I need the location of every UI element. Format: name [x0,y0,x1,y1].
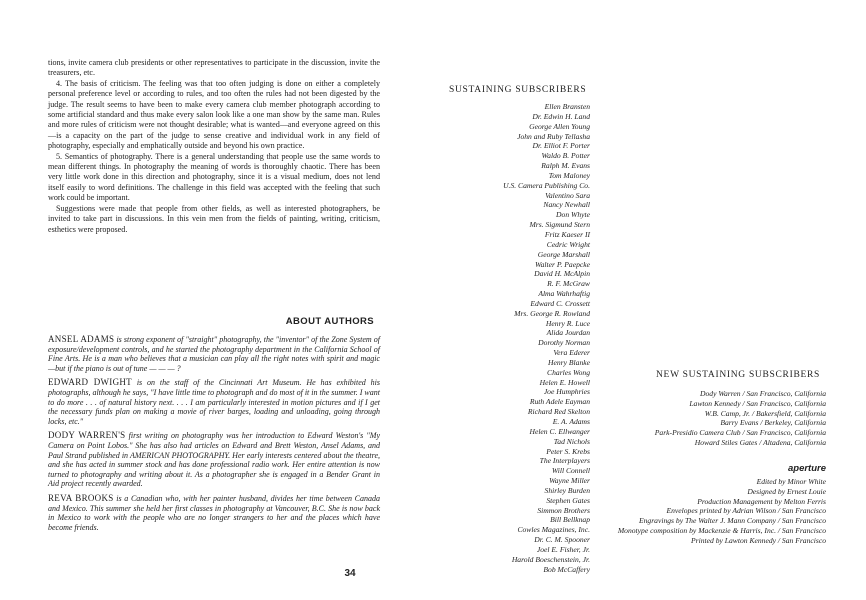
subscriber-name: Henry R. Luce [545,318,590,328]
author-bio: is strong exponent of "straight" photography, the "inventor" of the Zone System of exposure/development controls, and he started the photography department in the California School of Fine Arts. He is a man who believes that a musician can play all the right notes with spirit and magic—but if the piano is out of tune — — — ? [48,335,380,373]
subscriber-name: Bill Bellknap [550,515,590,525]
credit-line: Production Management by Melton Ferris [697,496,826,506]
new-subscriber-entry: Howard Stiles Gates / Altadena, California [694,437,826,447]
subscriber-name: Helen E. Howell [539,377,590,387]
subscriber-name: Simmon Brothers [537,505,590,515]
paragraph: tions, invite camera club presidents or other representatives to participate in the discussion, invite the treasurers, etc. [48,58,380,78]
new-subscriber-entry: Barry Evans / Berkeley, California [720,418,826,428]
subscriber-name: Fritz Kaeser II [544,229,590,239]
subscriber-name: Richard Red Skelton [527,407,590,417]
aperture-heading: aperture [787,463,826,474]
credit-line: Engravings by The Walter J. Mann Company / San Francisco [638,516,826,526]
subscriber-name: Dr. C. M. Spooner [534,535,590,545]
new-subscriber-entry: Dody Warren / San Francisco, California [700,389,826,398]
subscriber-name: Don Whyte [556,210,590,220]
credit-line: Printed by Lawton Kennedy / San Francisco [691,535,826,545]
subscriber-name: Walter P. Paepcke [534,259,590,269]
subscriber-name: Helen C. Ellwanger [529,426,590,436]
credit-line: Envelopes printed by Adrian Wilson / San Francisco [666,506,826,516]
subscriber-name: John and Ruby Tellasha [517,131,590,141]
sustaining-subscribers-list [503,102,590,575]
subscriber-name: Vera Ederer [553,348,590,358]
subscriber-name: Waldo B. Potter [541,151,590,161]
new-subscriber-entry: Lawton Kennedy / San Francisco, California [689,398,826,408]
subscriber-name: Cedric Wright [546,239,590,249]
subscriber-name: Peter S. Krebs [546,446,590,456]
subscriber-name: George Allen Young [529,121,590,131]
author-entry [48,335,380,373]
subscriber-name: E. A. Adams [552,417,590,426]
subscriber-name: R. F. McGraw [547,279,590,289]
subscriber-name: The Interplayers [539,456,590,466]
subscriber-name: Alma Wahrhaftig [538,289,590,299]
author-name: ANSEL ADAMS [48,334,115,344]
author-bio: first writing on photography was her introduction to Edward Weston's "My Camera on Point Lobos." She has also had articles on Edward and Brett Weston, Ansel Adams, and Paul Strand published in AMERICAN PHOTOGRAPHY. Her early interests centered about the theatre, and she has acted in summer stock and has done professional radio work. Her entire attention is now turned to photography and writing about it. As a photographer she is engaged in a Bender Grant in Aid project recently awarded. [48,431,381,489]
author-name: DODY WARREN'S [48,430,126,441]
left-page-body [48,58,380,235]
subscriber-name: Shirley Burden [544,485,590,495]
paragraph: 5. Semantics of photography. There is a general understanding that people use the same words to mean different things. In photography the meaning of words is thoroughly chaotic. There has been very little work done in this direction and photography, since it is a visual medium, does not lend itself easily to word definitions. The challenge in this field was accepted with the feeling that such work could be important. [48,151,380,203]
new-sustaining-subscribers-heading: NEW SUSTAINING SUBSCRIBERS [656,370,821,380]
subscriber-name: Tom Maloney [548,170,590,180]
subscriber-name: Ralph M. Evans [541,161,590,171]
subscriber-name: Mrs. George R. Rowland [514,308,590,318]
author-entry [48,494,380,532]
subscriber-name: Charles Wong [547,367,590,377]
subscriber-name: Joe Humphries [543,387,590,397]
subscriber-name: Ruth Adele Eayman [529,397,590,407]
credit-line: Monotype composition by Mackenzie & Harris, Inc. / San Francisco [617,525,826,535]
subscriber-name: Alida Jourdan [546,328,590,338]
subscriber-name: Harold Boeschenstein, Jr. [511,554,590,564]
authors-section [48,335,380,537]
new-subscriber-entry: W.B. Camp, Jr. / Bakersfield, California [704,408,826,418]
subscriber-name: Tad Nichols [553,436,590,446]
new-subscriber-entry: Park-Presidio Camera Club / San Francisco, California [654,428,826,438]
credits-list [618,477,826,546]
paragraph: Suggestions were made that people from other fields, as well as interested photographers, be invited to take part in discussions. In this vein men from the fields of painting, writing, criticism, esthetics were proposed. [48,203,380,234]
sustaining-subscribers-heading: SUSTAINING SUBSCRIBERS [449,85,587,95]
subscriber-name: Edward C. Crossett [530,298,590,308]
author-name: REVA BROOKS [48,492,114,503]
author-entry [48,378,380,426]
subscriber-name: Stephen Gates [546,495,590,505]
subscriber-name: David H. McAlpin [534,269,590,279]
author-name: EDWARD DWIGHT [48,377,132,388]
subscriber-name: Cowles Magazines, Inc. [517,525,590,535]
subscriber-name: Mrs. Sigmund Stern [529,220,590,230]
subscriber-name: Bob McCaffery [543,564,590,574]
new-sustaining-subscribers-list [655,389,826,448]
subscriber-name: Valentino Sara [545,190,590,200]
author-bio: is a Canadian who, with her painter husband, divides her time between Canada and Mexico. This summer she held her first classes in photography at Vancouver, B.C. She is now back in Mexico to work with the people who are no longer strangers to her and the places which have become friends. [48,493,381,532]
subscriber-name: Joel E. Fisher, Jr. [536,544,590,554]
subscriber-name: Nancy Newhall [543,200,590,210]
subscriber-name: George Marshall [537,249,590,259]
credit-line: Designed by Ernest Louie [747,486,826,496]
page-number: 34 [344,568,356,579]
subscriber-name: Will Connell [551,466,590,476]
about-authors-heading: ABOUT AUTHORS [285,316,374,327]
subscriber-name: Wayne Miller [549,476,590,486]
subscriber-name: Dr. Elliot F. Porter [532,141,590,151]
subscriber-name: Ellen Bransten [544,102,590,111]
author-entry [48,431,380,489]
subscriber-name: Henry Blanke [548,357,590,367]
subscriber-name: Dr. Edwin H. Land [532,111,590,121]
subscriber-name: Dorothy Norman [538,338,590,348]
paragraph: 4. The basis of criticism. The feeling was that too often judging is done on either a completely personal preference level or according to rules, and too often the rules had not been digested by the judge. The result seems to have been to make every camera club member photograph according to some artificial standard and thus make every salon look like a one man show by the same man. Rules and more rules of criticism were not thought desirable; what is wanted—and everyone agreed on this—is a capacity on the part of the judge to sense creative and individual work in any field of photography, especially and emphatically outside and beyond his own practice. [48,78,380,151]
author-bio: is on the staff of the Cincinnati Art Museum. He has exhibited his photographs, although he says, "I have little time to photograph and do most of it in the summer. I want to do more . . . of natural history next. . . . I am particularly interested in motion pictures and if I get the necessary funds plan on making a movie of river barges, loading and unloading, going through locks, etc." [48,378,380,426]
subscriber-name: U.S. Camera Publishing Co. [503,180,590,190]
credit-line: Edited by Minor White [756,477,826,486]
